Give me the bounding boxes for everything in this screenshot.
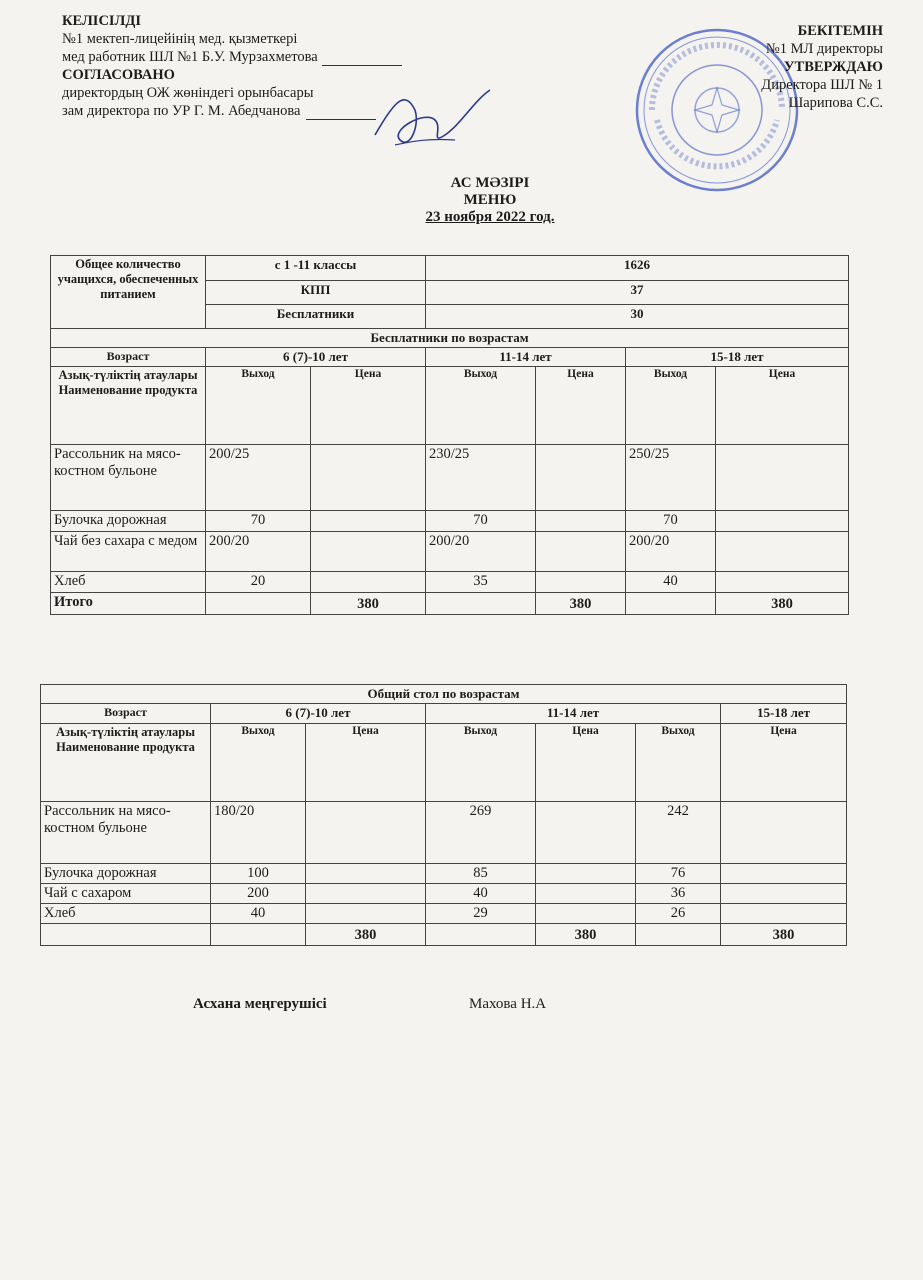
product-name: Хлеб (51, 572, 206, 593)
output-value: 70 (426, 511, 536, 532)
footer (193, 996, 547, 1013)
summary-label: Общее количество учащихся, обеспеченных питанием (51, 256, 206, 329)
product-header: Азық-түліктің атаулары Наименование продукта (51, 367, 206, 445)
summary-row-name: с 1 -11 классы (206, 256, 426, 281)
table-row (51, 511, 849, 532)
product-name: Чай с сахаром (41, 884, 211, 904)
footer-name: Махова Н.А (469, 996, 547, 1012)
general-table (40, 684, 847, 946)
product-header: Азық-түліктің атаулары Наименование продукта (41, 724, 211, 802)
product-name: Хлеб (41, 904, 211, 924)
table-row (51, 445, 849, 511)
output-value: 40 (626, 572, 716, 593)
col-output: Выход (211, 724, 306, 802)
header-right-line3: УТВЕРЖДАЮ (783, 59, 883, 75)
summary-row-name: КПП (206, 281, 426, 305)
age-label: Возраст (41, 704, 211, 724)
total-value: 380 (716, 593, 849, 615)
output-value: 29 (426, 904, 536, 924)
output-value: 242 (636, 802, 721, 864)
free-meals-table (50, 255, 849, 615)
summary-row-name: Бесплатники (206, 305, 426, 329)
output-value: 180/20 (211, 802, 306, 864)
total-value: 380 (311, 593, 426, 615)
col-output: Выход (636, 724, 721, 802)
col-price: Цена (311, 367, 426, 445)
output-value: 200/20 (426, 532, 536, 572)
product-name: Булочка дорожная (41, 864, 211, 884)
header-left-line6: зам директора по УР Г. М. Абедчанова (62, 103, 301, 119)
age-label: Возраст (51, 348, 206, 367)
table-title: Бесплатники по возрастам (51, 329, 849, 348)
title-ru: МЕНЮ (463, 192, 517, 208)
header-left-line2: №1 мектеп-лицейінің мед. қызметкері (62, 31, 298, 47)
col-output: Выход (426, 367, 536, 445)
table-row (51, 572, 849, 593)
header-left-line3: мед работник ШЛ №1 Б.У. Мурзахметова (62, 49, 318, 65)
output-value: 26 (636, 904, 721, 924)
footer-role: Асхана меңгерушісі (193, 996, 327, 1012)
output-value: 76 (636, 864, 721, 884)
output-value: 40 (426, 884, 536, 904)
output-value: 70 (206, 511, 311, 532)
header-left-line4: СОГЛАСОВАНО (62, 67, 175, 83)
header-left-line1: КЕЛІСІЛДІ (62, 13, 141, 29)
col-output: Выход (626, 367, 716, 445)
total-value: 380 (536, 593, 626, 615)
total-value: 380 (721, 924, 847, 946)
output-value: 40 (211, 904, 306, 924)
output-value: 20 (206, 572, 311, 593)
title-kz: АС МӘЗІРІ (450, 175, 530, 191)
table-row (41, 864, 847, 884)
output-value: 100 (211, 864, 306, 884)
age-group: 11-14 лет (426, 348, 626, 367)
header-left (62, 12, 402, 120)
header-right (761, 22, 883, 112)
header-right-line1: БЕКІТЕМІН (797, 23, 883, 39)
output-value: 85 (426, 864, 536, 884)
header-right-line4: Директора ШЛ № 1 (761, 77, 883, 93)
table-title: Общий стол по возрастам (41, 685, 847, 704)
output-value: 200 (211, 884, 306, 904)
col-price: Цена (536, 724, 636, 802)
age-group: 6 (7)-10 лет (211, 704, 426, 724)
table-row (41, 904, 847, 924)
output-value: 35 (426, 572, 536, 593)
col-price: Цена (306, 724, 426, 802)
output-value: 200/20 (206, 532, 311, 572)
summary-row-value: 30 (426, 305, 849, 329)
header-left-line5: директордың ОЖ жөніндегі орынбасары (62, 85, 314, 101)
product-name: Рассольник на мясо-костном бульоне (41, 802, 211, 864)
table-row (41, 802, 847, 864)
age-group: 15-18 лет (721, 704, 847, 724)
table-row (41, 884, 847, 904)
output-value: 200/25 (206, 445, 311, 511)
output-value: 36 (636, 884, 721, 904)
signature-line (306, 119, 376, 120)
signature-line (322, 65, 402, 66)
product-name: Булочка дорожная (51, 511, 206, 532)
col-price: Цена (716, 367, 849, 445)
col-output: Выход (206, 367, 311, 445)
age-group: 15-18 лет (626, 348, 849, 367)
summary-row-value: 1626 (426, 256, 849, 281)
product-name: Чай без сахара с медом (51, 532, 206, 572)
output-value: 230/25 (426, 445, 536, 511)
age-group: 11-14 лет (426, 704, 721, 724)
menu-date: 23 ноября 2022 год. (425, 209, 555, 225)
total-value: 380 (536, 924, 636, 946)
total-row (41, 924, 847, 946)
header-right-line2: №1 МЛ директоры (765, 41, 883, 57)
total-row (51, 593, 849, 615)
col-price: Цена (536, 367, 626, 445)
header-right-line5: Шарипова С.С. (788, 95, 883, 111)
output-value: 269 (426, 802, 536, 864)
output-value: 200/20 (626, 532, 716, 572)
summary-row-value: 37 (426, 281, 849, 305)
table-row (51, 532, 849, 572)
output-value: 70 (626, 511, 716, 532)
total-value: 380 (306, 924, 426, 946)
age-group: 6 (7)-10 лет (206, 348, 426, 367)
col-output: Выход (426, 724, 536, 802)
product-name: Рассольник на мясо-костном бульоне (51, 445, 206, 511)
col-price: Цена (721, 724, 847, 802)
total-label: Итого (51, 593, 206, 615)
output-value: 250/25 (626, 445, 716, 511)
document-title (0, 175, 923, 226)
